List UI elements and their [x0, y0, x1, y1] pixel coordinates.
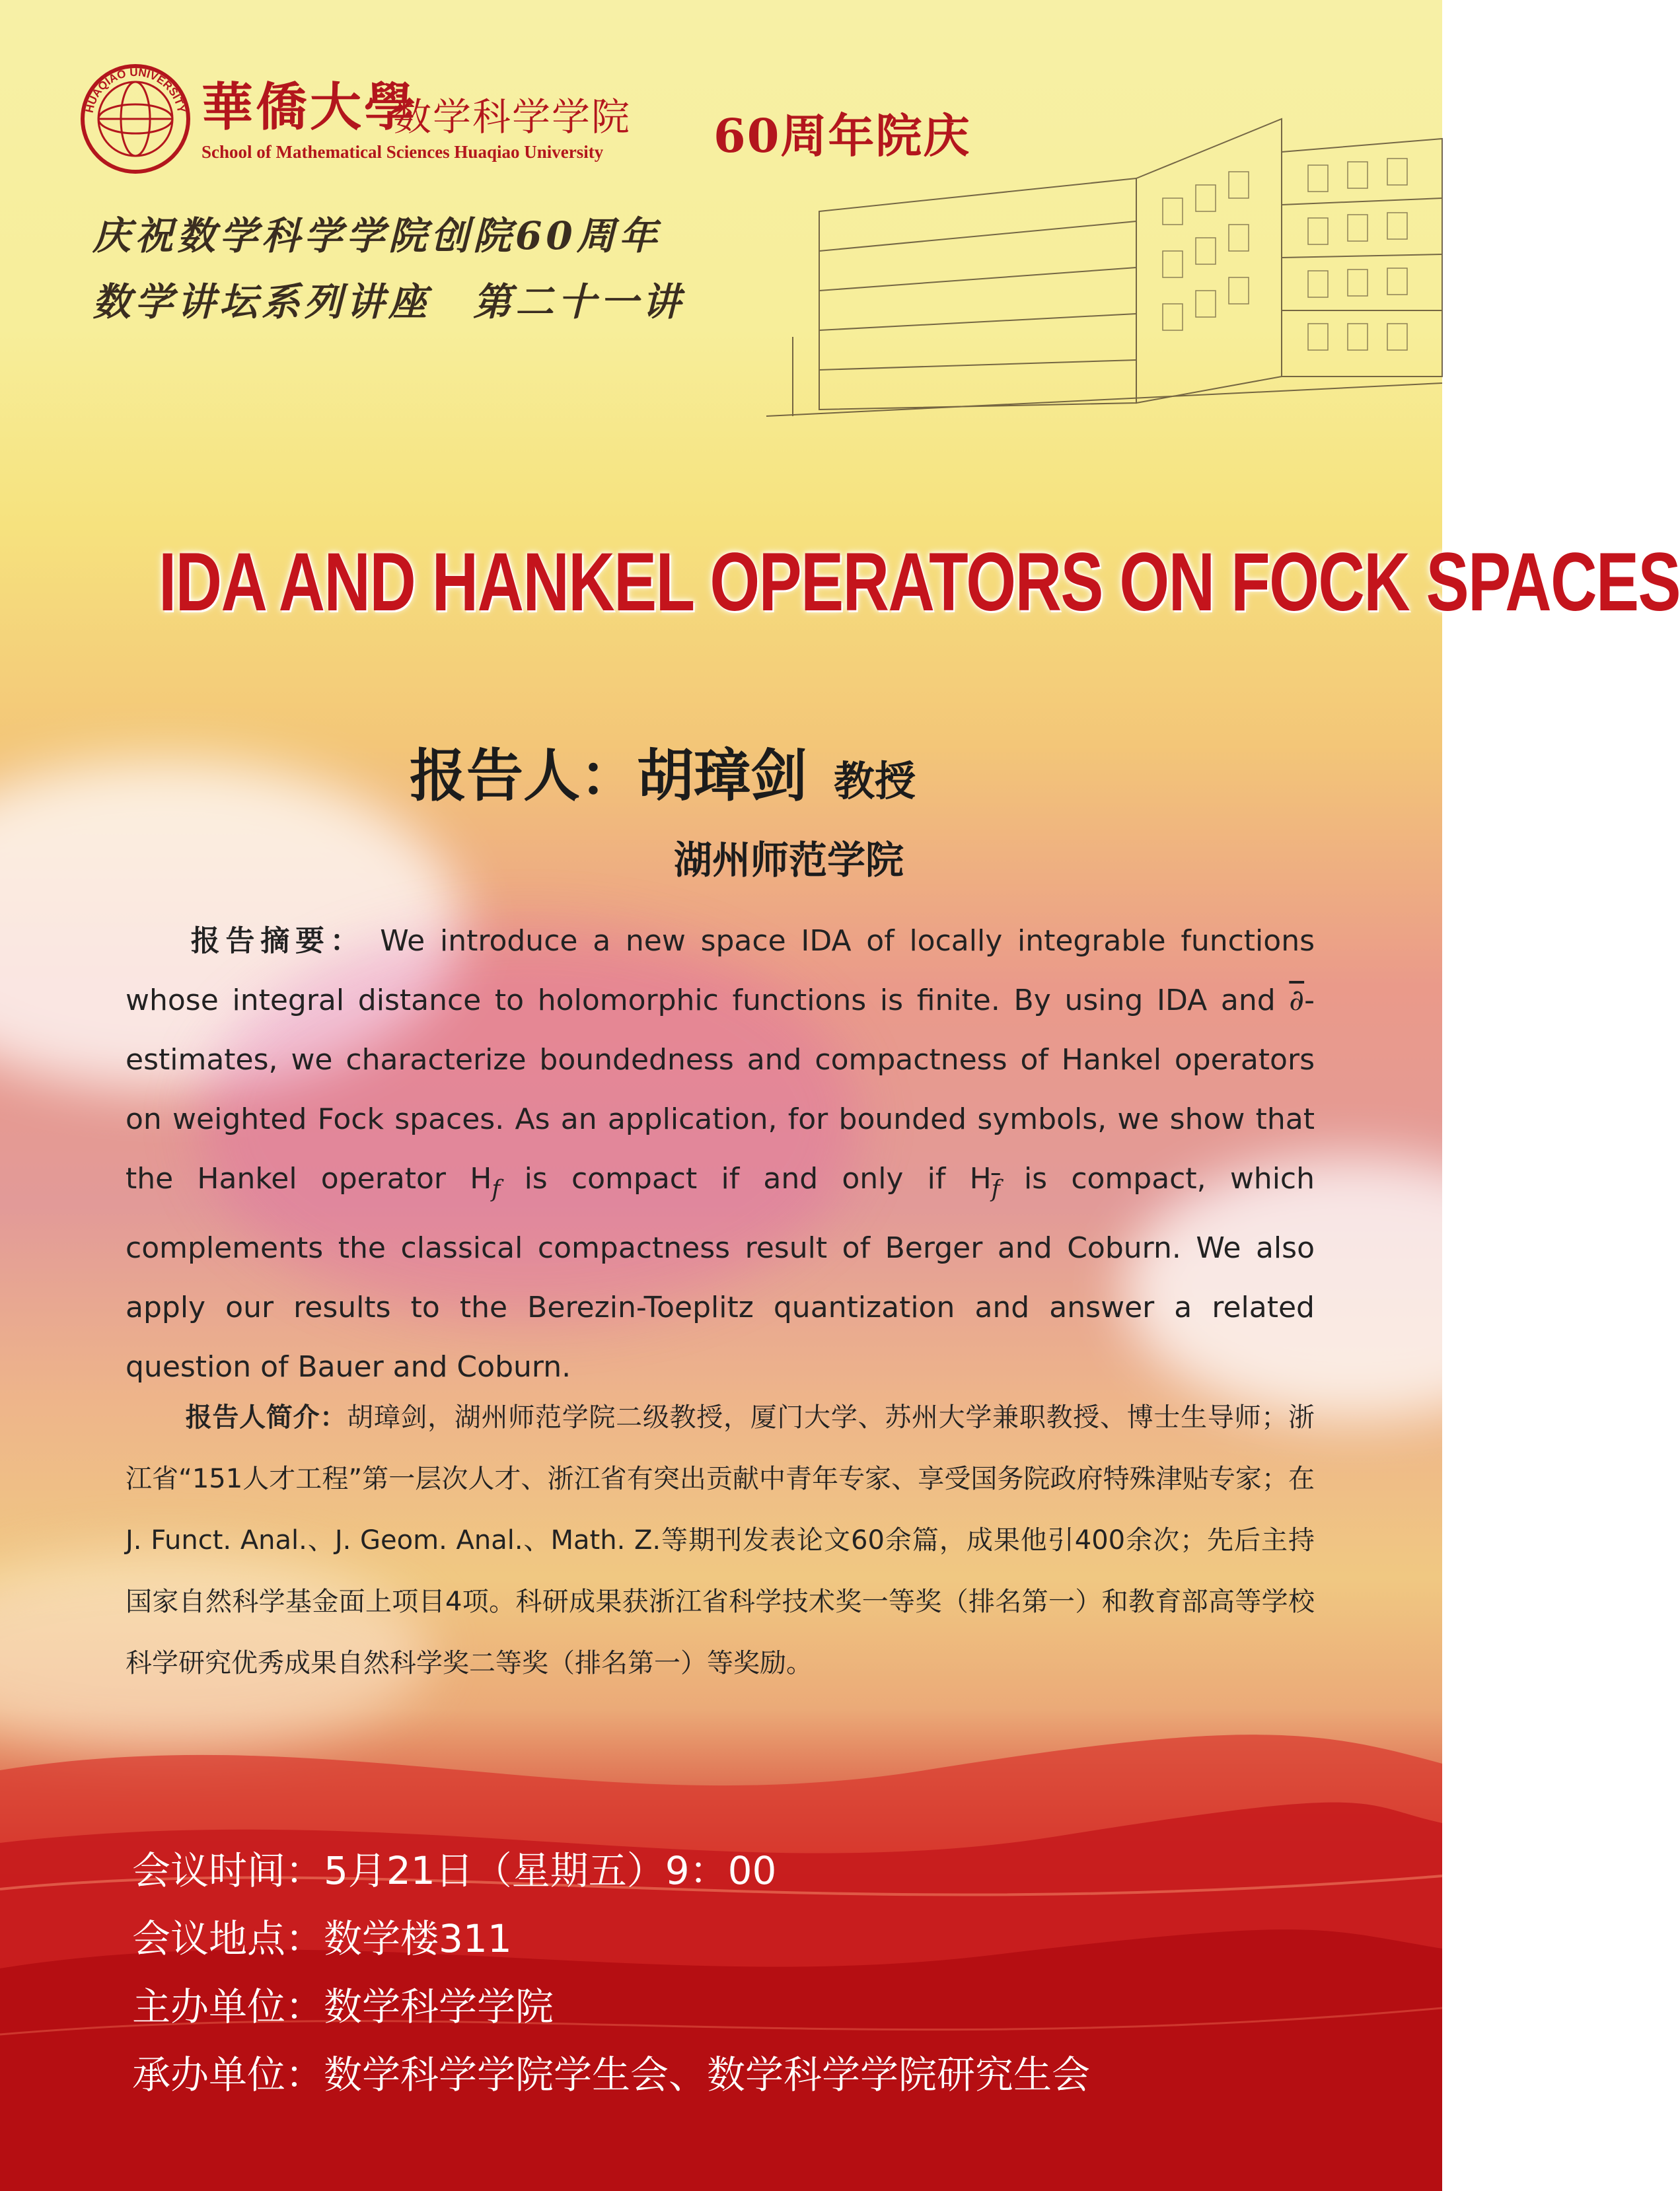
- abstract-text-1: We introduce a new space IDA of locally integrable functions whose integral distance to holomorphic functions is finite. By using IDA and: [126, 924, 1315, 1017]
- abstract-paragraph: [126, 912, 1315, 1397]
- dbar-symbol: ∂: [1289, 984, 1305, 1017]
- meeting-organizer: [132, 2044, 1090, 2099]
- abstract-text-2: -estimates, we characterize boundedness and compactness of Hankel operators on weighted Fock spaces. As an application, for bounded symbols, we show that the Hankel operator H: [126, 984, 1315, 1196]
- abstract-text-4: is compact, which complements the classical compactness result of Berger and Coburn. We also apply our results to the Berezin-Toeplitz quantization and answer a related question of Bauer and Coburn.: [126, 1162, 1315, 1384]
- speaker-name: 胡璋剑: [637, 743, 807, 809]
- speaker-label: 报告人：: [410, 743, 637, 809]
- abstract-text-3: is compact if and only if H: [500, 1162, 992, 1196]
- bio-label: 报告人简介：: [185, 1402, 347, 1433]
- subtitle-line2: 数学讲坛系列讲座 第二十一讲: [92, 279, 685, 324]
- speaker-title: 教授: [834, 757, 916, 805]
- meeting-host-value: 数学科学学院: [324, 1984, 554, 2029]
- meeting-time-label: 会议时间：: [132, 1848, 324, 1893]
- meeting-host: [132, 1976, 554, 2031]
- meeting-host-label: 主办单位：: [132, 1984, 324, 2029]
- svg-text:HUAQIAO UNIVERSITY: [83, 66, 188, 114]
- meeting-organizer-label: 承办单位：: [132, 2052, 324, 2097]
- university-name: 華僑大學: [201, 77, 419, 137]
- talk-title: IDA AND HANKEL OPERATORS ON FOCK SPACES: [159, 536, 1680, 628]
- meeting-organizer-value: 数学科学学院学生会、数学科学学院研究生会: [324, 2052, 1091, 2097]
- university-seal-icon: [79, 63, 192, 175]
- bio-paragraph: [126, 1387, 1315, 1694]
- speaker-line: [410, 730, 916, 812]
- subscript-fbar: f: [991, 1175, 1000, 1203]
- subtitle-line1: 庆祝数学科学学院创院60周年: [92, 213, 661, 258]
- seal-text: HUAQIAO UNIVERSITY: [83, 65, 188, 114]
- meeting-time-value: 5月21日（星期五）9：00: [324, 1848, 777, 1893]
- school-name-cn: 数学科学学院: [393, 94, 632, 139]
- anniversary-label: 60周年院庆: [713, 108, 971, 163]
- meeting-place-value: 数学楼311: [324, 1916, 512, 1961]
- bio-text: 胡璋剑，湖州师范学院二级教授，厦门大学、苏州大学兼职教授、博士生导师；浙江省“151人才工程”第一层次人才、浙江省有突出贡献中青年专家、享受国务院政府特殊津贴专家；在J. Funct. Anal.、J. Geom. Anal.、Math. Z.等期刊发表论文60余篇，成果他引400余次；先后主持国家自然科学基金面上项目4项。科研成果获浙江省科学技术奖一等奖（排名第一）和教育部高等学校科学研究优秀成果自然科学奖二等奖（排名第一）等奖励。: [126, 1402, 1315, 1678]
- meeting-time: [132, 1840, 776, 1895]
- speaker-affiliation: 湖州师范学院: [674, 838, 904, 882]
- meeting-place-label: 会议地点：: [132, 1916, 324, 1961]
- abstract-label: 报告摘要：: [185, 924, 365, 958]
- school-name-en: School of Mathematical Sciences Huaqiao University: [201, 142, 604, 162]
- subscript-f: f: [492, 1175, 501, 1203]
- meeting-place: [132, 1908, 512, 1963]
- building-sketch-illustration: [766, 99, 1442, 429]
